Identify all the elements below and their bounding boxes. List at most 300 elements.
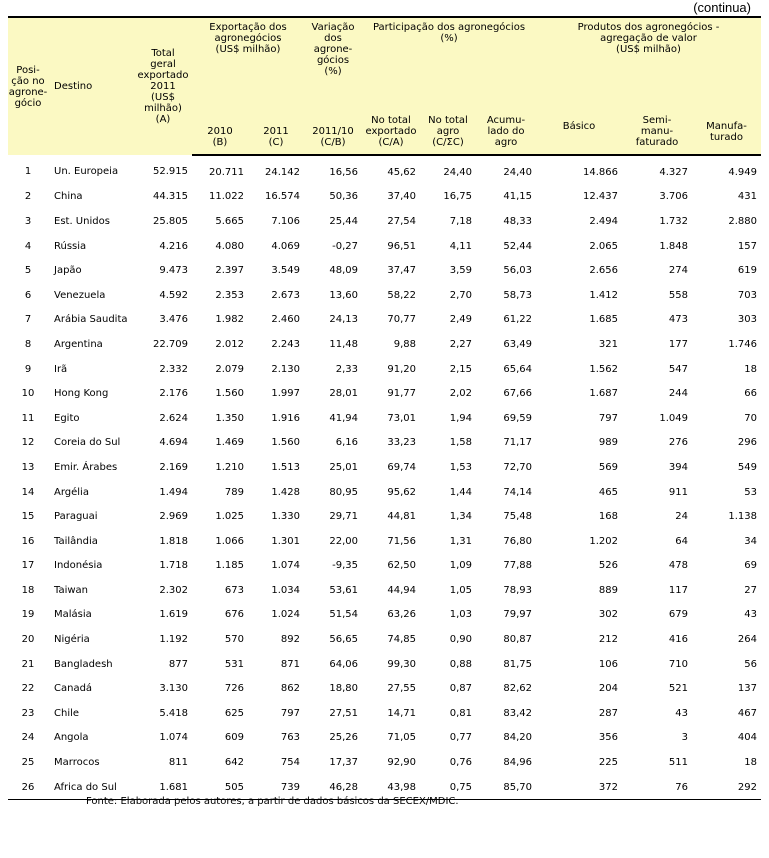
cell-semi: 117 xyxy=(668,584,688,596)
cell-semi: 4.327 xyxy=(659,166,688,178)
cell-part-total: 91,20 xyxy=(387,363,416,375)
cell-part-acum: 72,70 xyxy=(503,461,532,473)
cell-manufaturado: 18 xyxy=(744,757,758,769)
cell-var: 18,80 xyxy=(329,683,358,695)
cell-semi: 1.732 xyxy=(659,215,688,227)
cell-part-acum: 69,59 xyxy=(503,412,532,424)
cell-exp-2010: 1.066 xyxy=(215,535,244,547)
cell-exp-2010: 642 xyxy=(224,757,244,769)
cell-manufaturado: 303 xyxy=(737,314,758,326)
cell-exp-2011: 1.074 xyxy=(271,560,300,572)
cell-exp-2011: 754 xyxy=(280,757,300,769)
cell-basico: 204 xyxy=(598,683,618,695)
cell-basico: 2.656 xyxy=(589,265,618,277)
header-exportacao-group: Exportação dos agronegócios (US$ milhão) xyxy=(192,17,304,77)
cell-part-agro: 0,77 xyxy=(449,732,472,744)
header-variacao-group: Variação dos agrone- gócios (%) xyxy=(304,17,362,77)
cell-exp-2010: 11.022 xyxy=(209,191,244,203)
cell-semi: 558 xyxy=(668,289,688,301)
cell-basico: 168 xyxy=(598,511,618,523)
cell-var: 27,51 xyxy=(329,707,358,719)
cell-destino: Emir. Árabes xyxy=(54,461,118,473)
cell-total: 2.302 xyxy=(159,584,188,596)
cell-exp-2010: 5.665 xyxy=(215,215,244,227)
cell-var: 53,61 xyxy=(329,584,358,596)
cell-pos: 7 xyxy=(24,314,32,326)
cell-part-acum: 80,87 xyxy=(503,634,532,646)
cell-destino: Malásia xyxy=(54,609,92,621)
cell-manufaturado: 703 xyxy=(737,289,758,301)
cell-part-total: 70,77 xyxy=(387,314,416,326)
cell-destino: Egito xyxy=(54,412,80,424)
table-row xyxy=(8,480,761,505)
cell-var: 22,00 xyxy=(329,535,358,547)
cell-pos: 17 xyxy=(21,560,35,572)
table-row xyxy=(8,406,761,431)
cell-part-total: 44,94 xyxy=(387,584,416,596)
cell-semi: 3.706 xyxy=(659,191,688,203)
cell-part-agro: 7,18 xyxy=(449,215,472,227)
cell-exp-2011: 2.673 xyxy=(271,289,300,301)
cell-exp-2010: 1.210 xyxy=(215,461,244,473)
cell-part-acum: 84,20 xyxy=(503,732,532,744)
cell-exp-2011: 871 xyxy=(280,658,300,670)
cell-exp-2011: 862 xyxy=(280,683,300,695)
table-row xyxy=(8,504,761,529)
cell-part-agro: 0,87 xyxy=(449,683,472,695)
cell-exp-2011: 3.549 xyxy=(271,265,300,277)
cell-exp-2011: 4.069 xyxy=(271,240,300,252)
cell-total: 1.681 xyxy=(134,775,192,800)
cell-pos: 6 xyxy=(24,289,32,301)
cell-manufaturado: 1.746 xyxy=(728,338,758,350)
table-row xyxy=(8,431,761,456)
cell-part-agro: 0,90 xyxy=(449,634,472,646)
cell-pos: 13 xyxy=(21,461,35,473)
cell-part-acum: 41,15 xyxy=(503,191,532,203)
cell-manufaturado: 56 xyxy=(744,658,758,670)
cell-destino: Tailândia xyxy=(54,535,98,547)
cell-basico: 2.065 xyxy=(589,240,618,252)
cell-manufaturado: 549 xyxy=(737,461,758,473)
cell-part-agro: 24,40 xyxy=(443,166,472,178)
cell-semi: 244 xyxy=(668,388,688,400)
cell-var: 29,71 xyxy=(329,511,358,523)
cell-semi: 1.848 xyxy=(659,240,688,252)
cell-part-acum: 58,73 xyxy=(503,289,532,301)
cell-basico: 989 xyxy=(598,437,618,449)
cell-destino: Africa do Sul xyxy=(48,775,134,800)
cell-manufaturado: 43 xyxy=(744,609,758,621)
cell-part-total: 99,30 xyxy=(387,658,416,670)
cell-total: 1.619 xyxy=(159,609,188,621)
cell-semi: 473 xyxy=(668,314,688,326)
cell-total: 2.969 xyxy=(159,511,188,523)
cell-total: 3.130 xyxy=(159,683,188,695)
agribusiness-export-table xyxy=(8,16,761,800)
cell-destino: Venezuela xyxy=(54,289,106,301)
cell-part-total: 74,85 xyxy=(387,634,416,646)
cell-total: 2.332 xyxy=(159,363,188,375)
cell-part-total: 58,22 xyxy=(387,289,416,301)
cell-part-acum: 71,17 xyxy=(503,437,532,449)
cell-basico: 287 xyxy=(598,707,618,719)
cell-var: 17,37 xyxy=(329,757,358,769)
cell-total: 25.805 xyxy=(153,215,188,227)
cell-part-total: 63,26 xyxy=(387,609,416,621)
cell-part-agro: 0,75 xyxy=(420,775,476,800)
table-row xyxy=(8,455,761,480)
table-row xyxy=(8,155,761,185)
cell-destino: Taiwan xyxy=(54,584,89,596)
cell-semi: 547 xyxy=(668,363,688,375)
cell-part-agro: 2,27 xyxy=(449,338,472,350)
cell-pos: 23 xyxy=(21,707,35,719)
cell-exp-2011: 892 xyxy=(280,634,300,646)
cell-part-agro: 4,11 xyxy=(449,240,472,252)
cell-var: 28,01 xyxy=(329,388,358,400)
cell-part-total: 71,05 xyxy=(387,732,416,744)
cell-pos: 12 xyxy=(21,437,35,449)
cell-basico: 356 xyxy=(598,732,618,744)
cell-destino: Rússia xyxy=(54,240,87,252)
cell-destino: Hong Kong xyxy=(54,388,109,400)
cell-manufaturado: 157 xyxy=(737,240,758,252)
cell-part-acum: 52,44 xyxy=(503,240,532,252)
cell-pos: 20 xyxy=(21,634,35,646)
cell-exp-2010: 789 xyxy=(224,486,244,498)
cell-semi: 24 xyxy=(675,511,688,523)
cell-exp-2010: 570 xyxy=(224,634,244,646)
cell-exp-2011: 1.513 xyxy=(271,461,300,473)
header-manufaturado: Manufa- turado xyxy=(692,77,761,155)
cell-exp-2010: 1.185 xyxy=(215,560,244,572)
cell-total: 2.169 xyxy=(159,461,188,473)
cell-manufaturado: 4.949 xyxy=(728,166,758,178)
cell-part-agro: 16,75 xyxy=(443,191,472,203)
cell-part-total: 73,01 xyxy=(387,412,416,424)
cell-destino: Marrocos xyxy=(54,757,100,769)
cell-var: 16,56 xyxy=(329,166,358,178)
cell-semi: 911 xyxy=(668,486,688,498)
header-position: Posi- ção no agrone- gócio xyxy=(8,17,48,155)
cell-total: 3.476 xyxy=(159,314,188,326)
cell-exp-2011: 24.142 xyxy=(265,166,300,178)
table-row xyxy=(8,603,761,628)
cell-part-agro: 2,49 xyxy=(449,314,472,326)
cell-total: 1.494 xyxy=(159,486,188,498)
table-row xyxy=(8,627,761,652)
cell-part-agro: 3,59 xyxy=(449,265,472,277)
cell-var: 25,01 xyxy=(329,461,358,473)
cell-exp-2011: 1.997 xyxy=(271,388,300,400)
header-destination: Destino xyxy=(48,17,134,155)
cell-part-agro: 1,09 xyxy=(449,560,472,572)
cell-destino: Arábia Saudita xyxy=(54,314,128,326)
cell-total: 2.624 xyxy=(159,412,188,424)
cell-part-agro: 1,44 xyxy=(449,486,472,498)
cell-part-acum: 78,93 xyxy=(503,584,532,596)
cell-var: 64,06 xyxy=(329,658,358,670)
cell-exp-2011: 2.243 xyxy=(271,338,300,350)
cell-basico: 889 xyxy=(598,584,618,596)
cell-destino: Nigéria xyxy=(54,634,90,646)
header-semi: Semi- manu- faturado xyxy=(622,77,692,155)
cell-semi: 76 xyxy=(622,775,692,800)
cell-destino: Angola xyxy=(54,732,89,744)
cell-part-acum: 81,75 xyxy=(503,658,532,670)
cell-part-agro: 2,15 xyxy=(449,363,472,375)
cell-part-total: 9,88 xyxy=(393,338,416,350)
cell-pos: 4 xyxy=(24,240,32,252)
cell-semi: 710 xyxy=(668,658,688,670)
cell-part-total: 37,40 xyxy=(387,191,416,203)
cell-part-acum: 65,64 xyxy=(503,363,532,375)
table-row xyxy=(8,185,761,210)
cell-part-acum: 24,40 xyxy=(503,166,532,178)
cell-exp-2011: 7.106 xyxy=(271,215,300,227)
cell-pos: 11 xyxy=(21,412,35,424)
cell-basico: 14.866 xyxy=(583,166,618,178)
cell-destino: Paraguai xyxy=(54,511,98,523)
cell-exp-2011: 2.130 xyxy=(271,363,300,375)
cell-total: 52.915 xyxy=(153,166,188,178)
cell-part-total: 91,77 xyxy=(387,388,416,400)
cell-part-total: 92,90 xyxy=(387,757,416,769)
table-body xyxy=(8,155,761,800)
cell-total: 2.176 xyxy=(159,388,188,400)
cell-pos: 2 xyxy=(24,191,32,203)
cell-exp-2010: 505 xyxy=(192,775,248,800)
cell-manufaturado: 404 xyxy=(737,732,758,744)
cell-part-acum: 79,97 xyxy=(503,609,532,621)
header-produtos-group: Produtos dos agronegócios - agregação de valor (US$ milhão) xyxy=(536,17,761,77)
table-row xyxy=(8,578,761,603)
header-var-2011-10: 2011/10 (C/B) xyxy=(304,77,362,155)
cell-total: 44.315 xyxy=(153,191,188,203)
cell-part-acum: 77,88 xyxy=(503,560,532,572)
cell-exp-2011: 1.034 xyxy=(271,584,300,596)
cell-pos: 16 xyxy=(21,535,35,547)
cell-var: 50,36 xyxy=(329,191,358,203)
cell-part-agro: 1,31 xyxy=(449,535,472,547)
cell-total: 877 xyxy=(168,658,188,670)
cell-pos: 19 xyxy=(21,609,35,621)
cell-semi: 511 xyxy=(668,757,688,769)
cell-var: 48,09 xyxy=(329,265,358,277)
source-note: Fonte: Elaborada pelos autores, a partir de dados básicos da SECEX/MDIC. xyxy=(86,796,459,807)
cell-part-acum: 83,42 xyxy=(503,707,532,719)
table-container xyxy=(8,16,761,800)
cell-basico: 321 xyxy=(598,338,618,350)
cell-part-agro: 0,76 xyxy=(449,757,472,769)
cell-exp-2011: 763 xyxy=(280,732,300,744)
cell-manufaturado: 27 xyxy=(744,584,758,596)
cell-basico: 526 xyxy=(598,560,618,572)
cell-var: 13,60 xyxy=(329,289,358,301)
cell-var: 56,65 xyxy=(329,634,358,646)
table-row xyxy=(8,258,761,283)
cell-manufaturado: 264 xyxy=(737,634,758,646)
cell-manufaturado: 34 xyxy=(744,535,758,547)
table-row xyxy=(8,676,761,701)
cell-manufaturado: 1.138 xyxy=(728,511,758,523)
cell-part-total: 62,50 xyxy=(387,560,416,572)
cell-semi: 177 xyxy=(668,338,688,350)
cell-part-total: 95,62 xyxy=(387,486,416,498)
cell-total: 9.473 xyxy=(159,265,188,277)
cell-part-total: 44,81 xyxy=(387,511,416,523)
cell-destino: Indonésia xyxy=(54,560,103,572)
header-part-acum: Acumu- lado do agro xyxy=(476,77,536,155)
cell-destino: China xyxy=(54,191,83,203)
header-exp-2011: 2011 (C) xyxy=(248,77,304,155)
cell-part-acum: 85,70 xyxy=(476,775,536,800)
table-row xyxy=(8,234,761,259)
cell-exp-2010: 726 xyxy=(224,683,244,695)
cell-pos: 5 xyxy=(24,265,32,277)
cell-pos: 22 xyxy=(21,683,35,695)
table-row xyxy=(8,529,761,554)
cell-exp-2011: 16.574 xyxy=(265,191,300,203)
cell-var: 11,48 xyxy=(329,338,358,350)
cell-semi: 394 xyxy=(668,461,688,473)
cell-exp-2011: 739 xyxy=(248,775,304,800)
cell-basico: 1.202 xyxy=(589,535,618,547)
cell-var: 24,13 xyxy=(329,314,358,326)
cell-part-agro: 1,05 xyxy=(449,584,472,596)
table-row xyxy=(8,750,761,775)
table-row xyxy=(8,209,761,234)
cell-pos: 15 xyxy=(21,511,35,523)
cell-part-total: 33,23 xyxy=(387,437,416,449)
cell-part-acum: 56,03 xyxy=(503,265,532,277)
cell-part-acum: 67,66 xyxy=(503,388,532,400)
table-row xyxy=(8,308,761,333)
cell-total: 1.718 xyxy=(159,560,188,572)
cell-exp-2010: 1.560 xyxy=(215,388,244,400)
cell-total: 811 xyxy=(168,757,188,769)
cell-manufaturado: 619 xyxy=(737,265,758,277)
cell-pos: 8 xyxy=(24,338,32,350)
cell-exp-2011: 1.330 xyxy=(271,511,300,523)
cell-manufaturado: 53 xyxy=(744,486,758,498)
cell-destino: Japão xyxy=(54,265,82,277)
cell-part-acum: 61,22 xyxy=(503,314,532,326)
cell-part-total: 27,54 xyxy=(387,215,416,227)
cell-destino: Chile xyxy=(54,707,80,719)
header-basico: Básico xyxy=(536,77,622,155)
cell-basico: 1.562 xyxy=(589,363,618,375)
cell-pos: 10 xyxy=(21,388,35,400)
cell-part-agro: 1,53 xyxy=(449,461,472,473)
cell-total: 22.709 xyxy=(153,338,188,350)
cell-var: -0,27 xyxy=(332,240,358,252)
header-part-total: No total exportado (C/A) xyxy=(362,77,420,155)
cell-part-agro: 0,81 xyxy=(449,707,472,719)
cell-manufaturado: 69 xyxy=(744,560,758,572)
cell-exp-2011: 1.024 xyxy=(271,609,300,621)
cell-exp-2011: 1.428 xyxy=(271,486,300,498)
cell-semi: 274 xyxy=(668,265,688,277)
cell-part-acum: 48,33 xyxy=(503,215,532,227)
cell-semi: 276 xyxy=(668,437,688,449)
cell-manufaturado: 137 xyxy=(737,683,758,695)
table-row xyxy=(8,701,761,726)
cell-part-acum: 82,62 xyxy=(503,683,532,695)
cell-basico: 12.437 xyxy=(583,191,618,203)
cell-manufaturado: 70 xyxy=(744,412,758,424)
cell-exp-2010: 1.350 xyxy=(215,412,244,424)
cell-part-agro: 1,34 xyxy=(449,511,472,523)
table-row xyxy=(8,283,761,308)
cell-exp-2010: 625 xyxy=(224,707,244,719)
cell-destino: Argentina xyxy=(54,338,103,350)
table-row xyxy=(8,554,761,579)
cell-var: 80,95 xyxy=(329,486,358,498)
cell-semi: 64 xyxy=(675,535,688,547)
cell-var: 2,33 xyxy=(335,363,358,375)
cell-basico: 225 xyxy=(598,757,618,769)
cell-destino: Bangladesh xyxy=(54,658,113,670)
cell-destino: Un. Europeia xyxy=(54,166,119,178)
header-part-agro: No total agro (C/ΣC) xyxy=(420,77,476,155)
cell-var: 25,26 xyxy=(329,732,358,744)
cell-exp-2010: 676 xyxy=(224,609,244,621)
cell-manufaturado: 296 xyxy=(737,437,758,449)
cell-total: 1.074 xyxy=(159,732,188,744)
cell-exp-2011: 1.560 xyxy=(271,437,300,449)
cell-total: 1.192 xyxy=(159,634,188,646)
cell-exp-2010: 1.469 xyxy=(215,437,244,449)
header-total-exported: Total geral exportado 2011 (US$ milhão) (A) xyxy=(134,17,192,155)
cell-manufaturado: 66 xyxy=(744,388,758,400)
cell-basico: 372 xyxy=(536,775,622,800)
cell-semi: 43 xyxy=(675,707,688,719)
cell-pos: 9 xyxy=(24,363,32,375)
cell-destino: Est. Unidos xyxy=(54,215,110,227)
cell-basico: 1.685 xyxy=(589,314,618,326)
table-row xyxy=(8,726,761,751)
cell-part-acum: 76,80 xyxy=(503,535,532,547)
cell-part-agro: 1,58 xyxy=(449,437,472,449)
cell-part-total: 45,62 xyxy=(387,166,416,178)
cell-pos: 21 xyxy=(21,658,35,670)
cell-manufaturado: 467 xyxy=(737,707,758,719)
cell-manufaturado: 18 xyxy=(744,363,758,375)
cell-basico: 797 xyxy=(598,412,618,424)
cell-part-agro: 2,02 xyxy=(449,388,472,400)
cell-var: 6,16 xyxy=(335,437,358,449)
cell-basico: 212 xyxy=(598,634,618,646)
cell-part-acum: 75,48 xyxy=(503,511,532,523)
cell-part-total: 69,74 xyxy=(387,461,416,473)
header-exp-2010: 2010 (B) xyxy=(192,77,248,155)
cell-part-agro: 1,94 xyxy=(449,412,472,424)
cell-manufaturado: 431 xyxy=(737,191,758,203)
cell-pos: 25 xyxy=(21,757,35,769)
cell-exp-2010: 1.982 xyxy=(215,314,244,326)
cell-destino: Coreia do Sul xyxy=(54,437,121,449)
table-row xyxy=(8,381,761,406)
cell-basico: 302 xyxy=(598,609,618,621)
cell-semi: 1.049 xyxy=(659,412,688,424)
table-row xyxy=(8,652,761,677)
cell-basico: 465 xyxy=(598,486,618,498)
cell-total: 4.592 xyxy=(159,289,188,301)
cell-part-agro: 1,03 xyxy=(449,609,472,621)
cell-exp-2010: 4.080 xyxy=(215,240,244,252)
